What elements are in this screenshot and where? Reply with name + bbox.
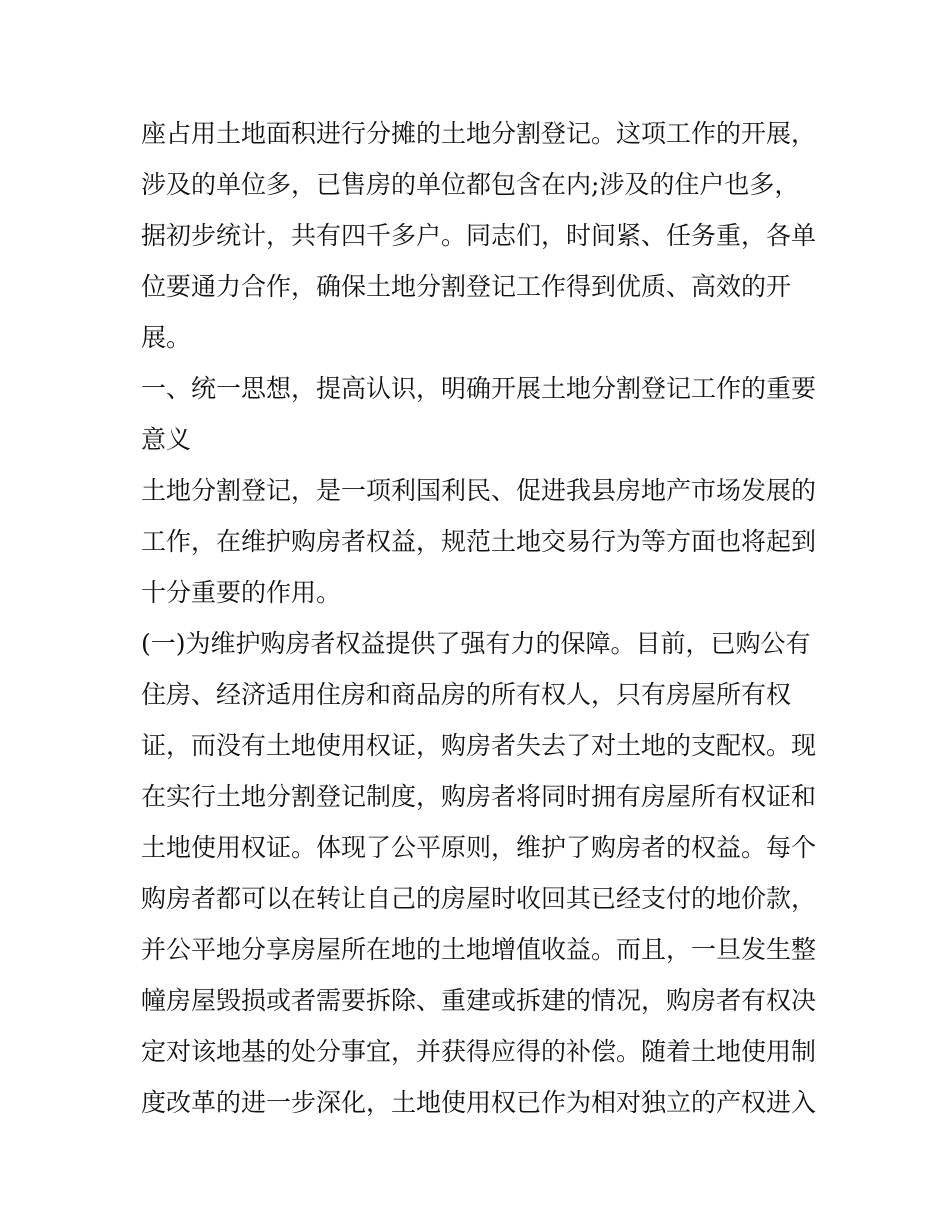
section-heading-line: 一、统一思想，提高认识，明确开展土地分割登记工作的重要 (141, 374, 817, 403)
text-line: 土地使用权证。体现了公平原则，维护了购房者的权益。每个 (141, 833, 817, 862)
text-line: 位要通力合作，确保土地分割登记工作得到优质、高效的开 (141, 272, 792, 301)
text-line: 度改革的进一步深化，土地使用权已作为相对独立的产权进入 (141, 1088, 817, 1117)
text-line: 土地分割登记，是一项利国利民、促进我县房地产市场发展的 (141, 476, 817, 505)
text-line: 十分重要的作用。 (141, 578, 342, 607)
text-line: 幢房屋毁损或者需要拆除、重建或拆建的情况，购房者有权决 (141, 986, 817, 1015)
section-heading-line: 意义 (141, 425, 192, 454)
text-line: 涉及的单位多，已售房的单位都包含在内;涉及的住户也多， (141, 170, 800, 199)
subsection-line: (一)为维护购房者权益提供了强有力的保障。目前，已购公有 (141, 629, 811, 658)
text-line: 据初步统计，共有四千多户。同志们，时间紧、任务重，各单 (141, 221, 817, 250)
text-line: 定对该地基的处分事宜，并获得应得的补偿。随着土地使用制 (141, 1037, 817, 1066)
text-line: 住房、经济适用住房和商品房的所有权人，只有房屋所有权 (141, 680, 792, 709)
text-line: 并公平地分享房屋所在地的土地增值收益。而且，一旦发生整 (141, 935, 817, 964)
text-line: 购房者都可以在转让自己的房屋时收回其已经支付的地价款， (141, 884, 817, 913)
text-line: 工作，在维护购房者权益，规范土地交易行为等方面也将起到 (141, 527, 817, 556)
text-line: 证，而没有土地使用权证，购房者失去了对土地的支配权。现 (141, 731, 817, 760)
text-line: 座占用土地面积进行分摊的土地分割登记。这项工作的开展， (141, 119, 817, 148)
text-line: 在实行土地分割登记制度，购房者将同时拥有房屋所有权证和 (141, 782, 817, 811)
document-body (141, 108, 821, 1128)
text-line: 展。 (141, 323, 192, 352)
